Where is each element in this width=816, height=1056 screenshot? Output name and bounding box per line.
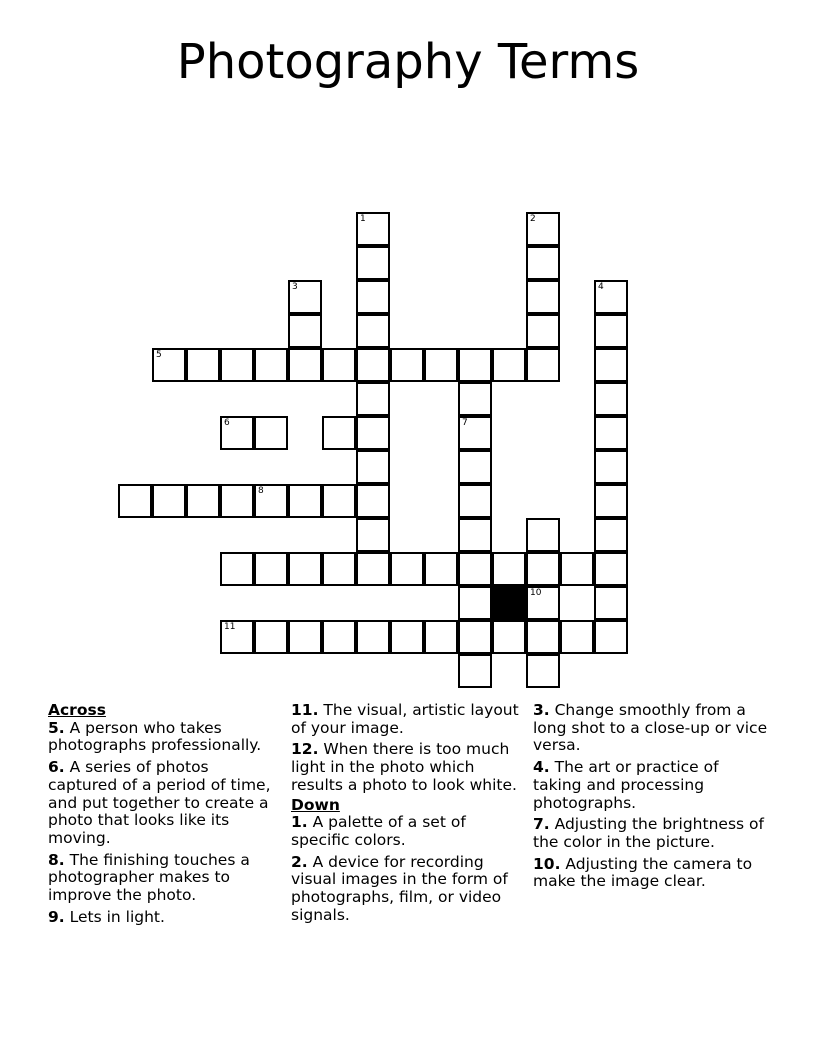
crossword-cell[interactable] <box>152 484 186 518</box>
crossword-cell[interactable] <box>254 484 288 518</box>
crossword-cell[interactable] <box>186 484 220 518</box>
crossword-cell[interactable] <box>254 416 288 450</box>
crossword-cell[interactable] <box>526 246 560 280</box>
clue-number: 5 <box>156 350 162 360</box>
crossword-cell[interactable] <box>390 552 424 586</box>
crossword-cell[interactable] <box>424 552 458 586</box>
crossword-cell[interactable] <box>492 620 526 654</box>
clue-text: When there is too much light in the photo which results a photo to look white. <box>291 740 517 794</box>
clue <box>48 720 278 755</box>
clue-number: 12. <box>291 740 319 759</box>
crossword-cell[interactable] <box>560 552 594 586</box>
crossword-cell[interactable] <box>118 484 152 518</box>
crossword-cell[interactable] <box>594 552 628 586</box>
crossword-cell[interactable] <box>288 314 322 348</box>
crossword-cell[interactable] <box>526 314 560 348</box>
crossword-cell[interactable] <box>220 416 254 450</box>
crossword-cell[interactable] <box>526 552 560 586</box>
across-heading: Across <box>48 701 106 719</box>
across-clue-list <box>48 720 278 927</box>
crossword-cell[interactable] <box>594 450 628 484</box>
crossword-cell[interactable] <box>254 552 288 586</box>
clue-number: 2 <box>530 214 536 224</box>
crossword-cell[interactable] <box>526 654 560 688</box>
clue <box>533 702 768 755</box>
clue <box>291 741 523 794</box>
crossword-cell[interactable] <box>458 450 492 484</box>
crossword-cell[interactable] <box>526 348 560 382</box>
crossword-cell[interactable] <box>594 314 628 348</box>
clue-number: 1 <box>360 214 366 224</box>
crossword-cell[interactable] <box>220 552 254 586</box>
clue-text: The finishing touches a photographer makes to improve the photo. <box>48 850 250 905</box>
clue-number: 4 <box>598 282 604 292</box>
crossword-block-cell <box>492 586 526 620</box>
clue-text: Change smoothly from a long shot to a close-up or vice versa. <box>533 701 768 755</box>
crossword-cell[interactable] <box>288 348 322 382</box>
page-title: Photography Terms <box>176 34 640 90</box>
clue-text: A device for recording visual images in the form of photographs, film, or video signals. <box>291 852 508 924</box>
clue-number: 7 <box>462 418 468 428</box>
crossword-cell[interactable] <box>152 348 186 382</box>
crossword-cell[interactable] <box>594 518 628 552</box>
clue-text: The visual, artistic layout of your image. <box>291 701 519 737</box>
crossword-cell[interactable] <box>288 620 322 654</box>
crossword-cell[interactable] <box>594 620 628 654</box>
clues-column-2 <box>291 702 523 928</box>
across-clue-list-continued <box>291 702 523 795</box>
crossword-cell[interactable] <box>458 416 492 450</box>
clue-number: 3. <box>533 701 550 719</box>
crossword-cell[interactable] <box>458 620 492 654</box>
clue-text: The art or practice of taking and processing photographs. <box>533 758 719 812</box>
crossword-cell[interactable] <box>356 280 390 314</box>
clue-text: Adjusting the camera to make the image clear. <box>533 854 753 891</box>
clue <box>291 814 523 849</box>
clue-number: 9. <box>48 907 65 926</box>
crossword-cell[interactable] <box>356 518 390 552</box>
clue <box>533 816 768 851</box>
clue <box>48 852 278 905</box>
crossword-cell[interactable] <box>356 620 390 654</box>
crossword-cell[interactable] <box>322 484 356 518</box>
clue <box>48 909 278 927</box>
crossword-cell[interactable] <box>288 280 322 314</box>
clue-text: A person who takes photographs professionally. <box>48 718 262 755</box>
crossword-cell[interactable] <box>322 348 356 382</box>
clue-text: Lets in light. <box>64 907 165 926</box>
clue-number: 6. <box>48 758 65 777</box>
clue-number: 11 <box>224 622 236 632</box>
clue-number: 6 <box>224 418 230 428</box>
crossword-cell[interactable] <box>526 212 560 246</box>
crossword-cell[interactable] <box>356 348 390 382</box>
clue-number: 10. <box>533 854 561 873</box>
crossword-cell[interactable] <box>492 552 526 586</box>
clue-number: 8 <box>258 486 264 496</box>
crossword-cell[interactable] <box>220 348 254 382</box>
clue-number: 4. <box>533 758 550 777</box>
crossword-cell[interactable] <box>356 416 390 450</box>
crossword-cell[interactable] <box>492 348 526 382</box>
crossword-cell[interactable] <box>356 484 390 518</box>
clues-column-1 <box>48 702 278 930</box>
crossword-cell[interactable] <box>322 416 356 450</box>
crossword-cell[interactable] <box>458 382 492 416</box>
crossword-cell[interactable] <box>594 382 628 416</box>
clue <box>291 702 523 737</box>
down-clue-list-continued <box>533 702 768 891</box>
clue <box>48 759 278 848</box>
crossword-cell[interactable] <box>356 552 390 586</box>
clue-number: 8. <box>48 850 65 869</box>
clue-number: 11. <box>291 701 319 719</box>
crossword-cell[interactable] <box>424 620 458 654</box>
crossword-cell[interactable] <box>526 280 560 314</box>
crossword-cell[interactable] <box>322 620 356 654</box>
crossword-cell[interactable] <box>594 416 628 450</box>
crossword-cell[interactable] <box>356 246 390 280</box>
clue <box>291 854 523 925</box>
crossword-cell[interactable] <box>458 586 492 620</box>
crossword-cell[interactable] <box>322 552 356 586</box>
clue <box>533 856 768 891</box>
crossword-cell[interactable] <box>526 586 560 620</box>
crossword-cell[interactable] <box>458 484 492 518</box>
crossword-cell[interactable] <box>458 552 492 586</box>
crossword-cell[interactable] <box>254 348 288 382</box>
down-clue-list <box>291 814 523 924</box>
crossword-cell[interactable] <box>424 348 458 382</box>
clue-text: A series of photos captured of a period of time, and put together to create a photo that looks like its moving. <box>48 758 271 847</box>
clue-number: 5. <box>48 718 65 737</box>
crossword-cell[interactable] <box>526 518 560 552</box>
clue-number: 2. <box>291 852 308 871</box>
crossword-cell[interactable] <box>594 586 628 620</box>
clue-number: 10 <box>530 588 542 598</box>
clue-number: 7. <box>533 815 550 834</box>
crossword-cell[interactable] <box>356 450 390 484</box>
crossword-cell[interactable] <box>458 654 492 688</box>
crossword-cell[interactable] <box>220 484 254 518</box>
crossword-cell[interactable] <box>288 484 322 518</box>
clue-number: 3 <box>292 282 298 292</box>
crossword-cell[interactable] <box>254 620 288 654</box>
clue-number: 1. <box>291 813 308 832</box>
crossword-cell[interactable] <box>288 552 322 586</box>
crossword-cell[interactable] <box>186 348 220 382</box>
clues-column-3 <box>533 702 768 895</box>
crossword-cell[interactable] <box>458 348 492 382</box>
crossword-cell[interactable] <box>594 280 628 314</box>
crossword-cell[interactable] <box>390 348 424 382</box>
crossword-cell[interactable] <box>526 620 560 654</box>
crossword-cell[interactable] <box>594 484 628 518</box>
crossword-cell[interactable] <box>594 348 628 382</box>
crossword-cell[interactable] <box>560 620 594 654</box>
down-heading: Down <box>291 795 340 814</box>
crossword-cell[interactable] <box>356 314 390 348</box>
clue <box>533 759 768 812</box>
crossword-cell[interactable] <box>390 620 424 654</box>
crossword-cell[interactable] <box>220 620 254 654</box>
clue-text: A palette of a set of specific colors. <box>291 813 466 849</box>
crossword-cell[interactable] <box>458 518 492 552</box>
crossword-cell[interactable] <box>356 212 390 246</box>
clue-text: Adjusting the brightness of the color in the picture. <box>533 815 764 851</box>
crossword-cell[interactable] <box>356 382 390 416</box>
